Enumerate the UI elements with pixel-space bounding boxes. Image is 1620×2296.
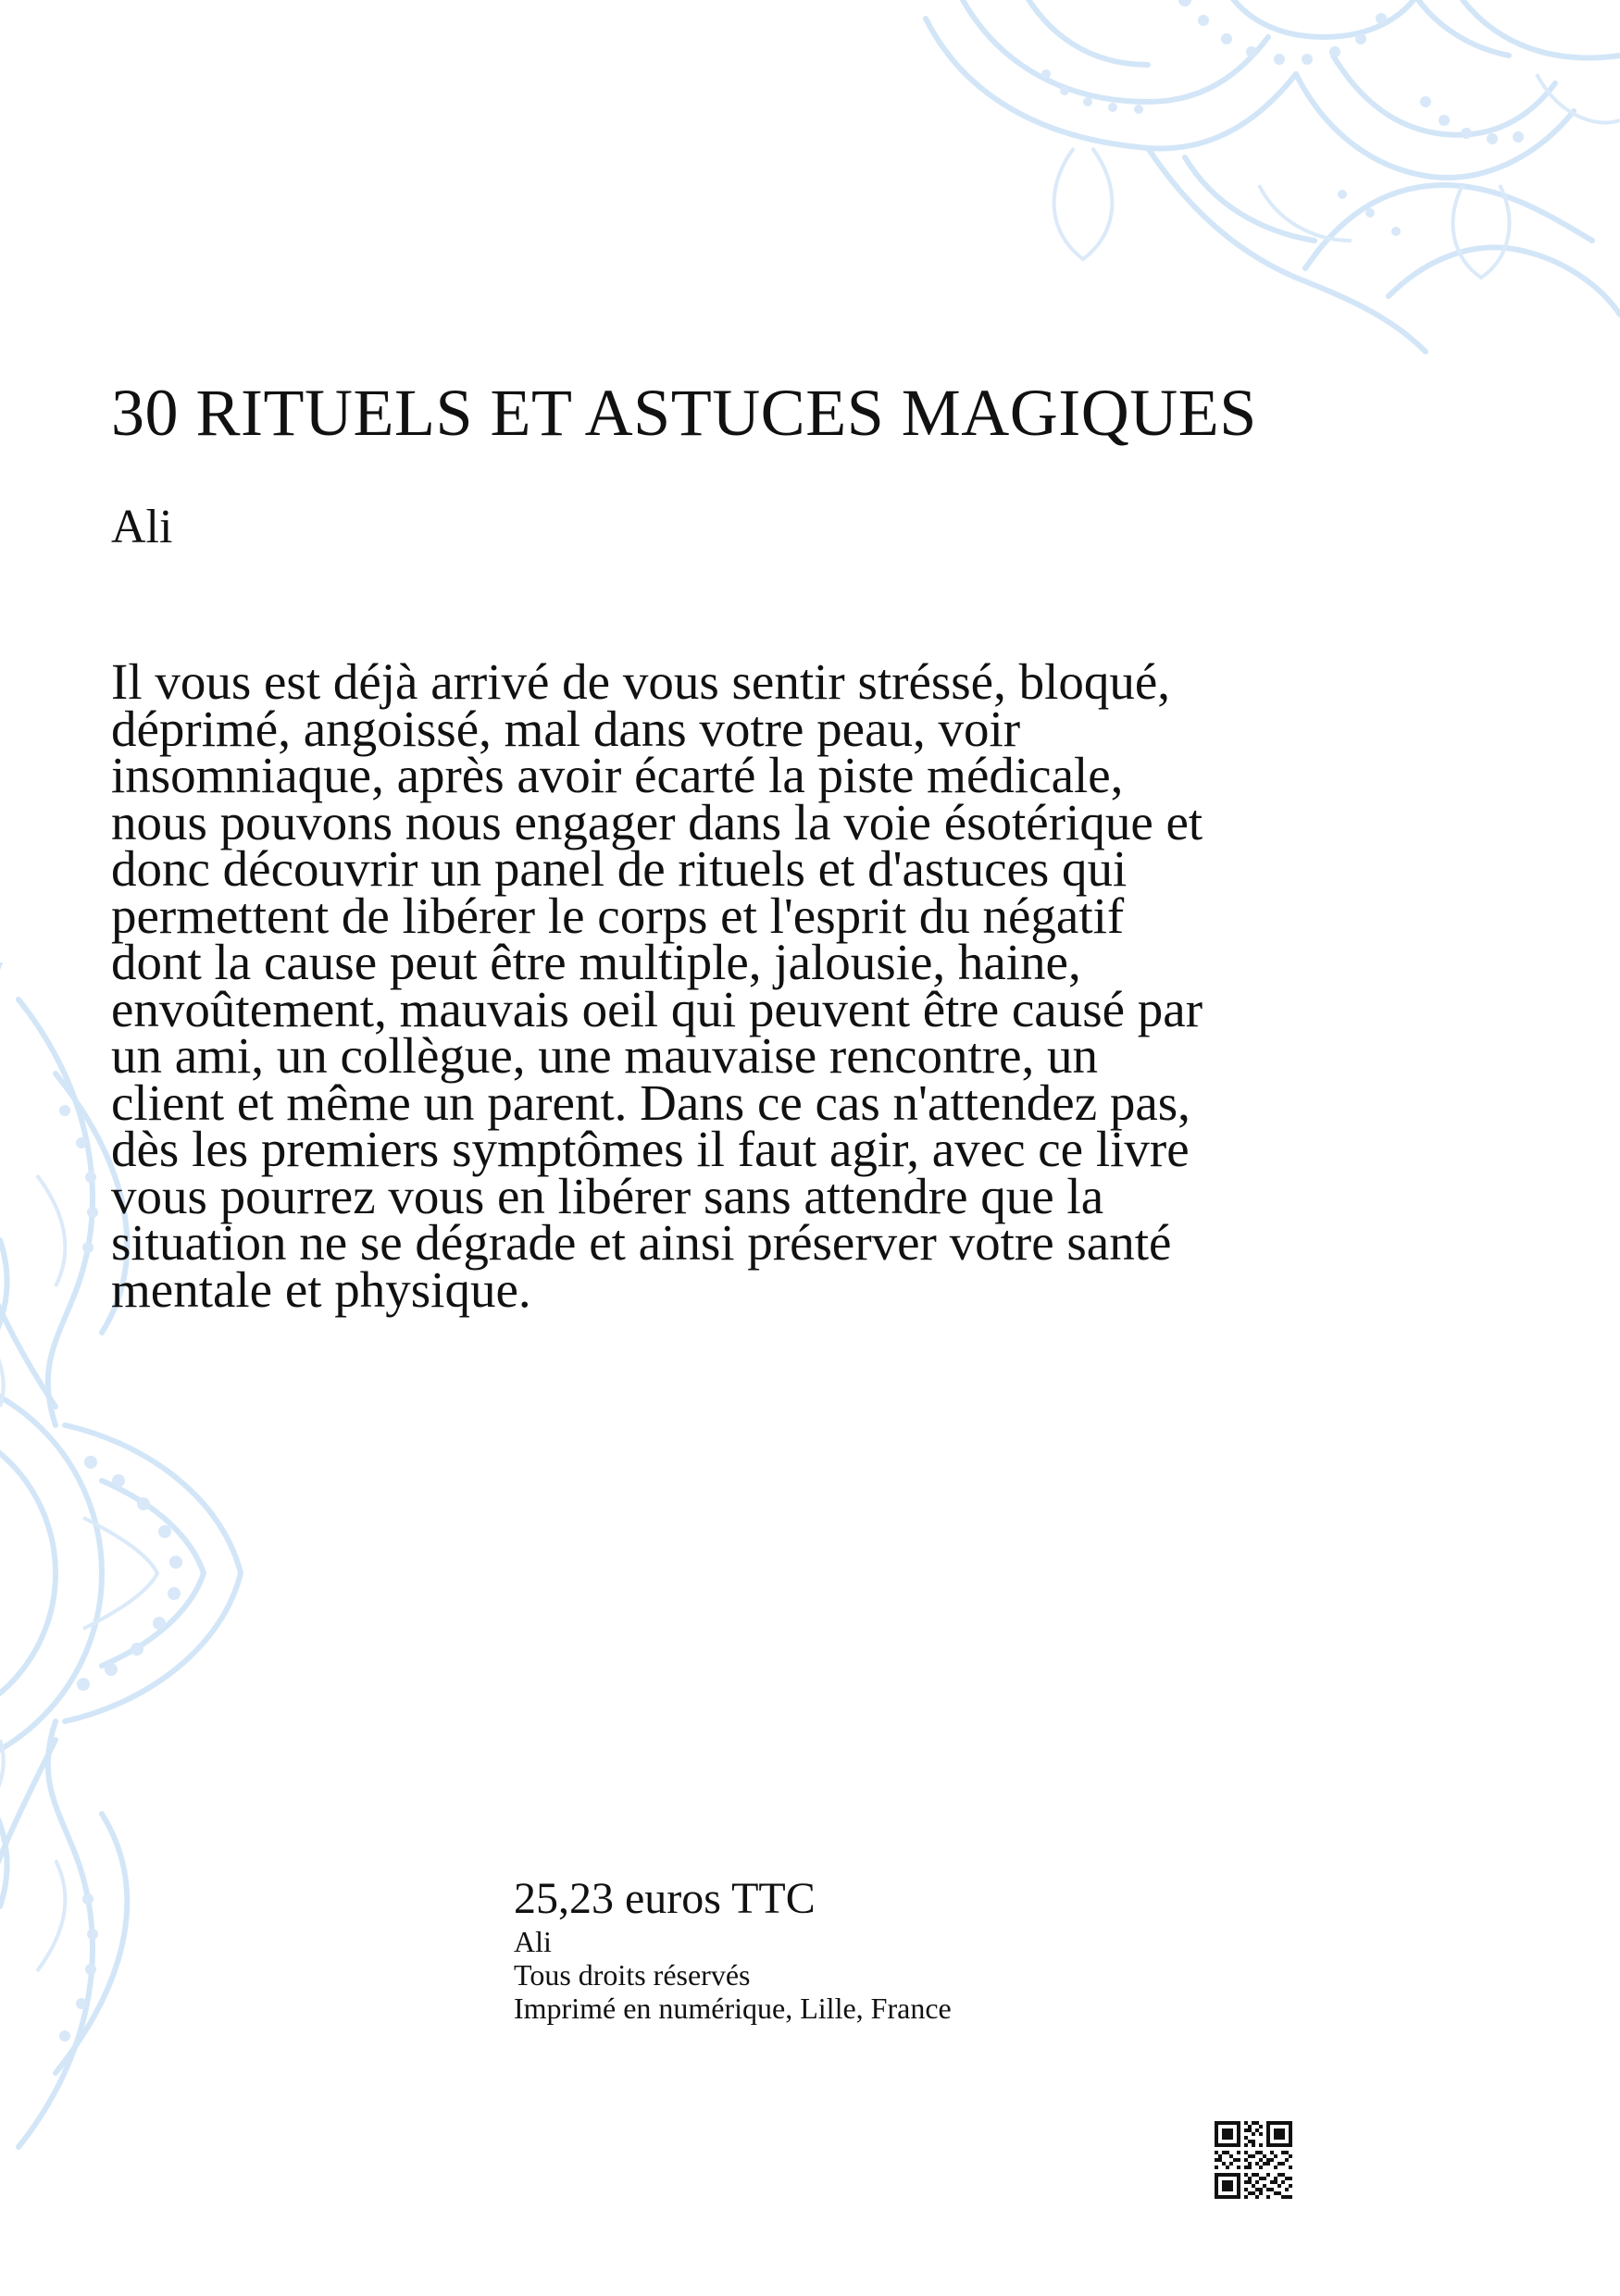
book-author: Ali — [111, 501, 173, 553]
book-title: 30 RITUELS ET ASTUCES MAGIQUES — [111, 376, 1257, 450]
qr-code-icon — [1215, 2121, 1292, 2199]
mandala-ornament-top-right — [907, 0, 1620, 370]
book-blurb: Il vous est déjà arrivé de vous sentir stréssé, bloqué, déprimé, angoissé, mal dans votre peau, voir insomniaque, après avoir écarté la piste médicale, nous pouvons nous engager dans la voie ésotérique et donc découvrir un panel de rituels et d'astuces qui permettent de libérer le corps et l'esprit du négatif dont la cause peut être multiple, jalousie, haine, envoûtement, mauvais oeil qui peuvent être causé par un ami, un collègue, une mauvaise rencontre, un client et même un parent. Dans ce cas n'attendez pas, dès les premiers symptômes il faut agir, avec ce livre vous pourrez vous en libérer sans attendre que la situation ne se dégrade et ainsi préserver votre santé mentale et physique. — [111, 653, 1203, 1318]
print-location: Imprimé en numérique, Lille, France — [514, 1992, 952, 2025]
colophon — [514, 1873, 952, 2025]
colophon-author: Ali — [514, 1925, 552, 1958]
price: 25,23 euros TTC — [514, 1874, 816, 1923]
rights-notice: Tous droits réservés — [514, 1958, 751, 1992]
